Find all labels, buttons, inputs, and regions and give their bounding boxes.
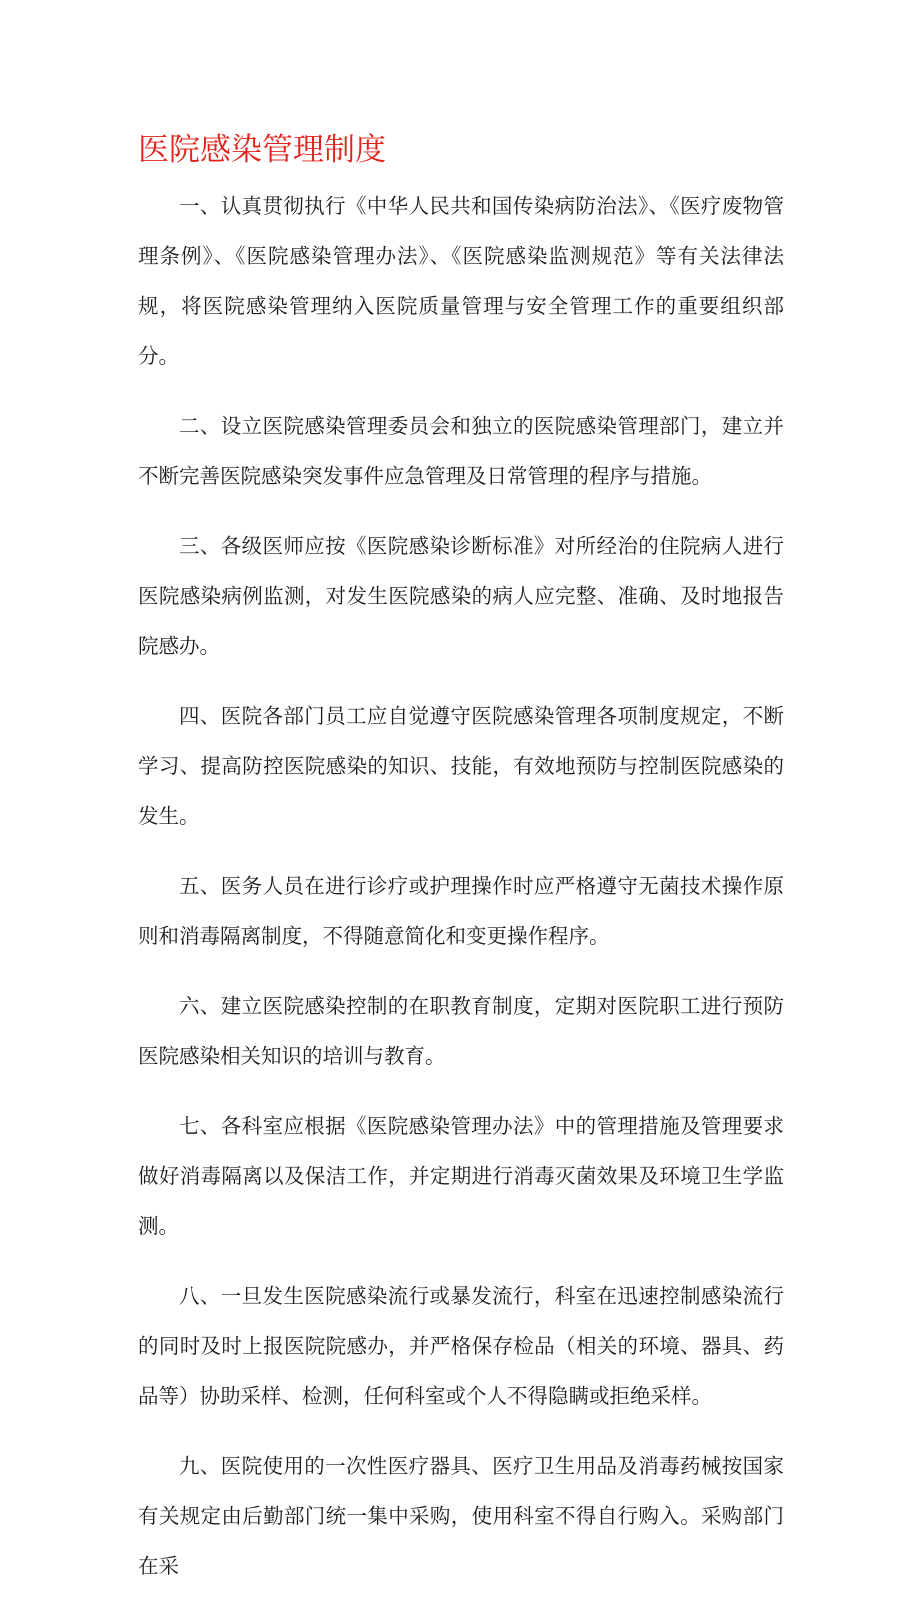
document-body	[138, 181, 784, 1611]
document-title: 医院感染管理制度	[138, 132, 386, 168]
paragraph-9: 九、医院使用的一次性医疗器具、医疗卫生用品及消毒药械按国家有关规定由后勤部门统一集中采购，使用科室不得自行购入。采购部门在采	[138, 1454, 784, 1578]
paragraph-2: 二、设立医院感染管理委员会和独立的医院感染管理部门，建立并不断完善医院感染突发事件应急管理及日常管理的程序与措施。	[138, 414, 784, 488]
paragraph-8: 八、一旦发生医院感染流行或暴发流行，科室在迅速控制感染流行的同时及时上报医院院感办，并严格保存检品（相关的环境、器具、药品等）协助采样、检测，任何科室或个人不得隐瞒或拒绝采样。	[138, 1284, 784, 1408]
paragraph-3: 三、各级医师应按《医院感染诊断标准》对所经治的住院病人进行医院感染病例监测，对发生医院感染的病人应完整、准确、及时地报告院感办。	[138, 534, 784, 658]
paragraph-1: 一、认真贯彻执行《中华人民共和国传染病防治法》、《医疗废物管理条例》、《医院感染管理办法》、《医院感染监测规范》等有关法律法规，将医院感染管理纳入医院质量管理与安全管理工作的重要组织部分。	[138, 194, 784, 368]
paragraph-4: 四、医院各部门员工应自觉遵守医院感染管理各项制度规定，不断学习、提高防控医院感染的知识、技能，有效地预防与控制医院感染的发生。	[138, 704, 784, 828]
paragraph-7: 七、各科室应根据《医院感染管理办法》中的管理措施及管理要求做好消毒隔离以及保洁工作，并定期进行消毒灭菌效果及环境卫生学监测。	[138, 1114, 784, 1238]
paragraph-5: 五、医务人员在进行诊疗或护理操作时应严格遵守无菌技术操作原则和消毒隔离制度，不得随意简化和变更操作程序。	[138, 874, 784, 948]
paragraph-6: 六、建立医院感染控制的在职教育制度，定期对医院职工进行预防医院感染相关知识的培训与教育。	[138, 994, 784, 1068]
